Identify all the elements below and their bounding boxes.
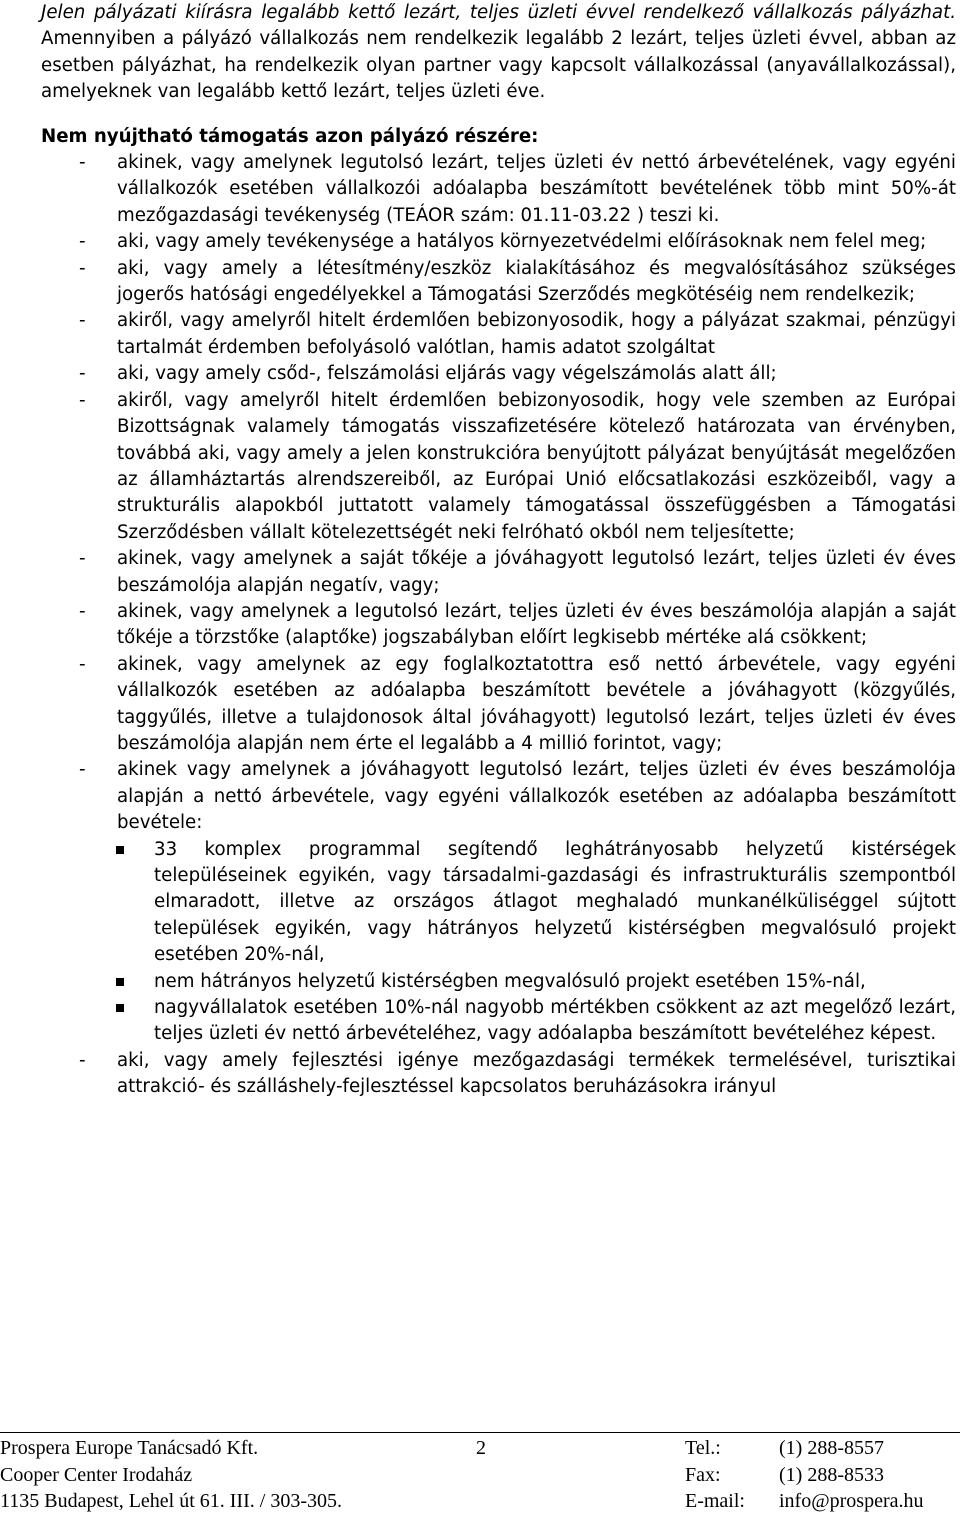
list-item xyxy=(41,388,956,546)
list-item-text: akiről, vagy amelyről hitelt érdemlően bebizonyosodik, hogy a pályázat szakmai, pénzügyi tartalmát érdemben befolyásoló valótlan, hamis adatot szolgáltat xyxy=(117,310,956,358)
footer-building: Cooper Center Irodaház xyxy=(0,1463,193,1486)
list-item xyxy=(41,599,956,652)
list-item xyxy=(41,229,956,255)
list-item-text: aki, vagy amely a létesítmény/eszköz kialakításához és megvalósításához szükséges jogerős hatósági engedélyekkel a Támogatási Szerződés megkötéséig nem rendelkezik; xyxy=(117,257,956,306)
list-item-text: aki, vagy amely fejlesztési igénye mezőgazdasági termékek termelésével, turisztikai attrakció- és szálláshely-fejlesztéssel kapcsolatos beruházásokra irányul xyxy=(117,1049,956,1098)
list-item xyxy=(41,1048,956,1101)
dash-bullet: - xyxy=(79,310,86,332)
footer-contact-labels xyxy=(685,1435,745,1515)
square-bullet-icon xyxy=(116,1004,124,1012)
list-item xyxy=(41,150,956,229)
list-item-text: akiről, vagy amelyről hitelt érdemlően bebizonyosodik, hogy vele szemben az Európai Bizottságnak valamely támogatás visszafizetésére kötelező határozata van érvényben, továbbá aki, vagy amely a jelen konstrukcióra benyújtott pályázat benyújtását megelőzően az államháztartás alrendszereiből, az Európai Unió előcsatlakozási eszközeiből, vagy a strukturális alapokból juttatott valamely támogatással összefüggésben a Támogatási Szerződésben vállalt kötelezettségét neki felróható okból nem teljesítette; xyxy=(117,389,956,543)
exclusion-list-continued xyxy=(41,1048,956,1101)
document-body xyxy=(41,0,956,1101)
sublist-item xyxy=(154,995,956,1048)
footer-fax-label: Fax: xyxy=(685,1463,721,1486)
list-item-text: akinek, vagy amelynek legutolsó lezárt, teljes üzleti év nettó árbevételének, vagy egyéni vállalkozók esetében vállalkozói adóalapba beszámított bevételének több mint 50%-át mezőgazdasági tevékenység (TEÁOR szám: 01.11-03.22 ) teszi ki. xyxy=(117,152,956,226)
sublist-item-text: nem hátrányos helyzetű kistérségben megvalósuló projekt esetében 15%-nál, xyxy=(154,970,866,992)
page-footer xyxy=(0,1432,960,1519)
dash-bullet: - xyxy=(79,257,86,279)
sublist-item-text: 33 komplex programmal segítendő leghátrányosabb helyzetű kistérségek településeinek egyikén, vagy társadalmi-gazdasági és infrastrukturális szempontból elmaradott, illetve az országos átlagot meghaladó munkanélküliséggel sújtott települések egyikén, vagy hátrányos helyzetű kistérségben megvalósuló projekt esetében 20%-nál, xyxy=(154,838,956,966)
intro-text: Amennyiben a pályázó vállalkozás nem rendelkezik legalább 2 lezárt, teljes üzleti évvel, abban az esetben pályázhat, ha rendelkezik olyan partner vagy kapcsolt vállalkozással (anyavállalkozással), amelyeknek van legalább kettő lezárt, teljes üzleti éve. xyxy=(41,28,956,103)
list-item xyxy=(41,652,956,758)
footer-address: 1135 Budapest, Lehel út 61. III. / 303-305. xyxy=(0,1490,342,1512)
footer-email-label: E-mail: xyxy=(685,1490,745,1512)
dash-bullet: - xyxy=(79,600,86,622)
sublist-item xyxy=(154,969,956,995)
exclusion-list xyxy=(41,150,956,837)
footer-tel-value: (1) 288-8557 xyxy=(779,1437,884,1459)
sublist-item-text: nagyvállalatok esetében 10%-nál nagyobb mértékben csökkent az azt megelőző lezárt, teljes üzleti év nettó árbevételéhez, vagy adóalapba beszámított bevételéhez képest. xyxy=(154,997,956,1045)
dash-bullet: - xyxy=(79,152,86,174)
dash-bullet: - xyxy=(79,231,86,253)
threshold-sublist xyxy=(41,837,956,1048)
intro-paragraph xyxy=(41,0,956,106)
list-item xyxy=(41,361,956,387)
list-item-text: akinek, vagy amelynek a legutolsó lezárt, teljes üzleti év éves beszámolója alapján a saját tőkéje a törzstőke (alaptőke) jogszabályban előírt legkisebb mértéke alá csökkent; xyxy=(117,600,956,649)
footer-contact-values xyxy=(779,1435,924,1515)
dash-bullet: - xyxy=(79,363,86,385)
list-item xyxy=(41,546,956,599)
footer-fax-value: (1) 288-8533 xyxy=(779,1463,884,1486)
section-heading: Nem nyújtható támogatás azon pályázó részére: xyxy=(41,125,539,147)
footer-email-value: info@prospera.hu xyxy=(779,1490,924,1512)
sublist-item xyxy=(154,837,956,969)
footer-page-number: 2 xyxy=(476,1437,486,1459)
list-item xyxy=(41,308,956,361)
dash-bullet: - xyxy=(79,548,86,570)
list-item-text: akinek, vagy amelynek a saját tőkéje a jóváhagyott legutolsó lezárt, teljes üzleti év éves beszámolója alapján negatív, vagy; xyxy=(117,548,956,596)
list-item-text: aki, vagy amely tevékenysége a hatályos környezetvédelmi előírásoknak nem felel meg; xyxy=(117,231,927,253)
dash-bullet: - xyxy=(79,759,86,781)
square-bullet-icon xyxy=(116,978,124,986)
footer-company-name: Prospera Europe Tanácsadó Kft. xyxy=(0,1437,259,1459)
dash-bullet: - xyxy=(79,389,86,411)
dash-bullet: - xyxy=(79,653,86,675)
dash-bullet: - xyxy=(79,1049,86,1071)
list-item xyxy=(41,256,956,309)
square-bullet-icon xyxy=(116,846,124,854)
list-item-text: akinek, vagy amelynek az egy foglalkoztatottra eső nettó árbevétele, vagy egyéni vállalkozók esetében az adóalapba beszámított bevétele a jóváhagyott (közgyűlés, taggyűlés, illetve a tulajdonosok által jóváhagyott) legutolsó lezárt, teljes üzleti év éves beszámolója alapján nem érte el legalább a 4 millió forintot, vagy; xyxy=(117,653,956,754)
intro-italic-text: Jelen pályázati kiírásra legalább kettő lezárt, teljes üzleti évvel rendelkező vállalkozás pályázhat. xyxy=(41,2,956,23)
list-item-text: akinek vagy amelynek a jóváhagyott legutolsó lezárt, teljes üzleti év éves beszámolója alapján a nettó árbevétele, vagy egyéni vállalkozók esetében az adóalapba beszámított bevétele: xyxy=(117,759,956,834)
footer-tel-label: Tel.: xyxy=(685,1437,721,1459)
list-item-text: aki, vagy amely csőd-, felszámolási eljárás vagy végelszámolás alatt áll; xyxy=(117,363,777,385)
footer-company-block xyxy=(0,1435,342,1515)
list-item xyxy=(41,757,956,836)
